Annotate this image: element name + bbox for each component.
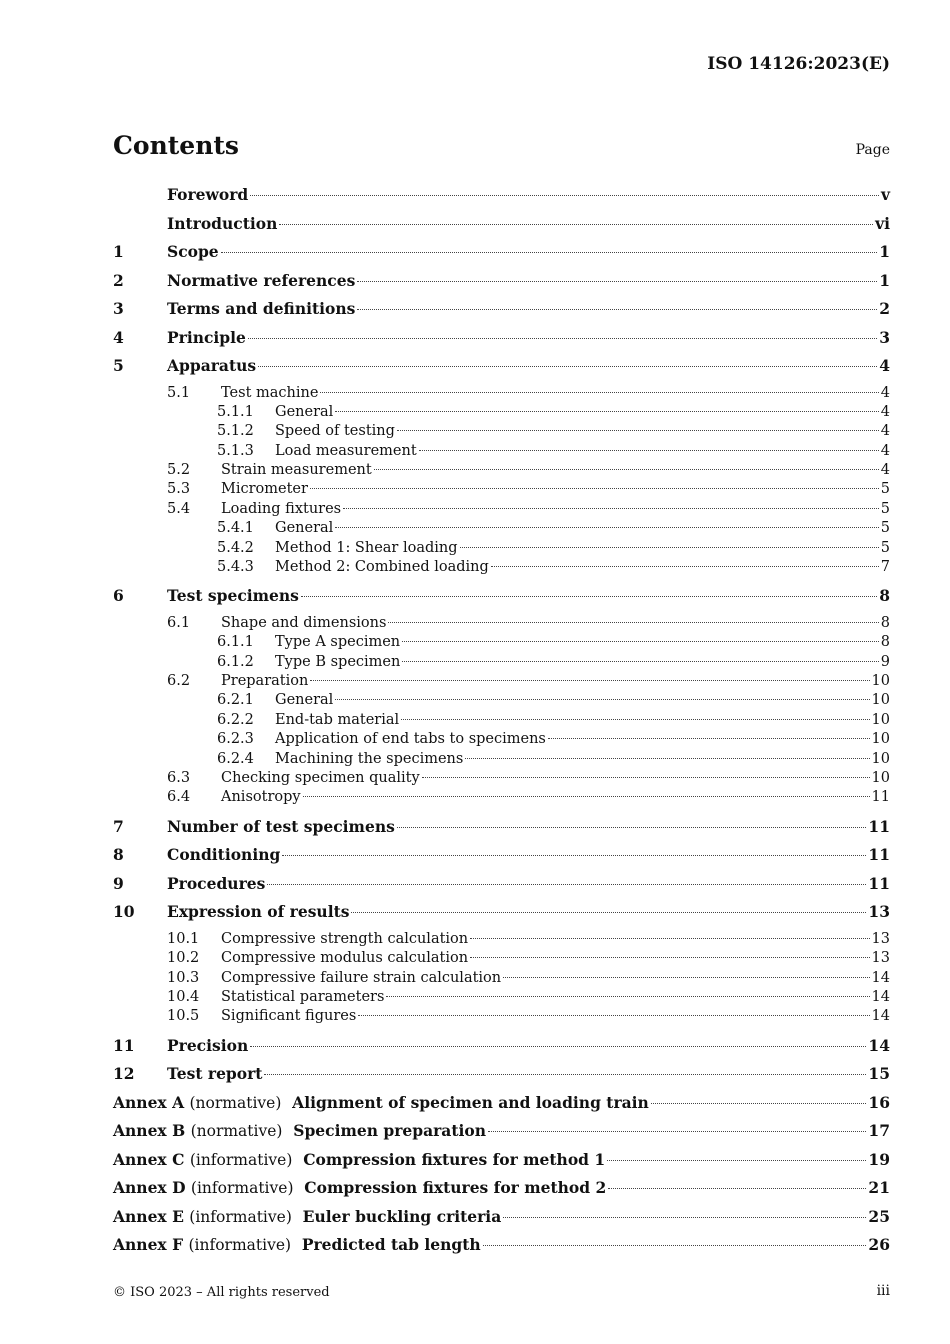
toc-entry-title: Conditioning: [167, 845, 281, 865]
annex-label: Annex A: [113, 1092, 185, 1112]
toc-entry-title: General: [275, 403, 334, 420]
dot-leader: [608, 1188, 866, 1189]
annex-kind: (normative): [190, 1122, 283, 1141]
copyright-notice: © ISO 2023 – All rights reserved: [113, 1285, 330, 1300]
toc-entry[interactable]: [113, 540, 890, 559]
toc-entry-page: 14: [871, 1008, 890, 1025]
toc-entry-number: 7: [113, 816, 124, 836]
toc-entry-page: 25: [868, 1206, 890, 1226]
toc-entry-page: 10: [871, 711, 890, 728]
dot-leader: [335, 527, 878, 528]
toc-entry-title: Test specimens: [167, 586, 299, 606]
toc-entry-page: 7: [880, 559, 890, 576]
toc-entry-page: 15: [868, 1064, 890, 1084]
toc-entry-number: 6.1: [167, 614, 191, 631]
toc-entry-title: Compressive modulus calculation: [221, 950, 469, 967]
dot-leader: [279, 224, 873, 225]
toc-entry[interactable]: [113, 817, 890, 846]
dot-leader: [422, 777, 870, 778]
toc-entry-page: v: [880, 185, 890, 204]
toc-entry-page: 5: [880, 539, 890, 556]
toc-entry[interactable]: [113, 1064, 890, 1093]
toc-entry-page: 4: [880, 423, 890, 440]
toc-entry[interactable]: [113, 1207, 890, 1236]
toc-entry-title: Precision: [167, 1035, 249, 1055]
toc-entry-title: General: [275, 520, 334, 537]
page-number: iii: [876, 1283, 890, 1299]
toc-entry-page: 4: [880, 403, 890, 420]
toc-entry[interactable]: [113, 1008, 890, 1027]
toc-entry[interactable]: [113, 423, 890, 442]
toc-entry-number: 6.1.1: [217, 634, 254, 651]
toc-entry-title: Significant figures: [221, 1008, 357, 1025]
toc-entry-title: Speed of testing: [275, 423, 395, 440]
toc-entry-title: Type A specimen: [275, 634, 401, 651]
toc-entry[interactable]: [113, 770, 890, 789]
toc-spacer: [113, 809, 890, 817]
toc-entry-number: 6.4: [167, 789, 191, 806]
toc-entry-title: Method 2: Combined loading: [275, 559, 489, 576]
toc-entry[interactable]: [113, 1093, 890, 1122]
toc-entry[interactable]: [113, 271, 890, 300]
dot-leader: [335, 411, 878, 412]
dot-leader: [386, 996, 869, 997]
toc-entry[interactable]: [113, 712, 890, 731]
dot-leader: [303, 796, 870, 797]
toc-entry-number: 5.1: [167, 384, 191, 401]
toc-entry-page: 8: [880, 634, 890, 651]
toc-entry-number: 10: [113, 902, 135, 922]
toc-entry-title: Micrometer: [221, 481, 308, 498]
toc-entry-page: 10: [871, 731, 890, 748]
dot-leader: [250, 1046, 866, 1047]
toc-entry-title: Apparatus: [167, 356, 257, 375]
dot-leader: [258, 366, 877, 367]
toc-entry-page: vi: [875, 213, 890, 233]
toc-entry-title: Shape and dimensions: [221, 614, 387, 631]
annex-title: Compression fixtures for method 2: [304, 1178, 607, 1198]
toc-entry-number: 5: [113, 356, 124, 375]
dot-leader: [503, 977, 869, 978]
dot-leader: [221, 252, 878, 253]
toc-entry-title: Number of test specimens: [167, 816, 395, 836]
toc-entry-number: 6.2.1: [217, 692, 254, 709]
toc-entry-number: 3: [113, 299, 124, 318]
dot-leader: [267, 884, 866, 885]
toc-entry-number: 10.4: [167, 988, 200, 1005]
dot-leader: [351, 912, 866, 913]
toc-entry-title: Test report: [167, 1064, 263, 1084]
toc-entry-title: Expression of results: [167, 902, 350, 922]
toc-entry-page: 3: [879, 327, 890, 347]
toc-entry-title: [113, 1235, 481, 1254]
toc-entry[interactable]: [113, 443, 890, 462]
toc-entry[interactable]: [113, 654, 890, 673]
dot-leader: [301, 596, 877, 597]
annex-label: Annex E: [113, 1206, 184, 1226]
toc-entry-page: 13: [871, 950, 890, 967]
toc-entry-page: 5: [880, 520, 890, 537]
toc-entry-title: Strain measurement: [221, 462, 372, 479]
toc-entry-title: Preparation: [221, 673, 309, 690]
toc-entry[interactable]: [113, 1178, 890, 1207]
toc-entry-page: 11: [871, 789, 890, 806]
toc-entry-page: 11: [868, 845, 890, 865]
annex-kind: (informative): [189, 1150, 293, 1169]
toc-entry-number: 8: [113, 845, 124, 865]
toc-entry[interactable]: [113, 692, 890, 711]
toc-entry[interactable]: [113, 634, 890, 653]
toc-entry-title: Checking specimen quality: [221, 770, 420, 787]
toc-entry[interactable]: [113, 874, 890, 903]
toc-spacer: [113, 578, 890, 586]
dot-leader: [310, 488, 879, 489]
toc-entry-page: 10: [871, 673, 890, 690]
dot-leader: [320, 392, 878, 393]
toc-entry-page: 1: [879, 270, 890, 290]
toc-entry[interactable]: [113, 1036, 890, 1065]
toc-entry-number: 5.1.3: [217, 442, 254, 459]
dot-leader: [607, 1160, 866, 1161]
toc-entry-title: Application of end tabs to specimens: [275, 731, 546, 748]
toc-entry-title: Normative references: [167, 270, 356, 290]
toc-entry[interactable]: [113, 520, 890, 539]
toc-entry-number: 1: [113, 242, 124, 261]
toc-entry-page: 19: [868, 1149, 890, 1169]
toc-entry-number: 5.2: [167, 462, 191, 479]
toc-entry[interactable]: [113, 328, 890, 357]
dot-leader: [470, 957, 869, 958]
toc-entry[interactable]: [113, 501, 890, 520]
annex-title: Specimen preparation: [293, 1121, 487, 1141]
toc-entry-page: 26: [868, 1235, 890, 1255]
toc-entry-number: 5.1.2: [217, 423, 254, 440]
toc-entry-page: 2: [879, 299, 890, 318]
annex-kind: (normative): [189, 1093, 282, 1112]
dot-leader: [460, 547, 879, 548]
toc-entry-page: 10: [871, 770, 890, 787]
toc-entry[interactable]: [113, 950, 890, 969]
annex-label: Annex B: [113, 1121, 186, 1141]
toc-entry-number: 5.3: [167, 481, 191, 498]
toc-entry-title: End-tab material: [275, 711, 400, 728]
toc-entry[interactable]: [113, 299, 890, 328]
dot-leader: [401, 719, 869, 720]
toc-entry-title: Foreword: [167, 185, 249, 204]
dot-leader: [397, 827, 867, 828]
dot-leader: [503, 1217, 866, 1218]
toc-entry-title: Scope: [167, 242, 219, 261]
toc-entry-number: 10.2: [167, 950, 200, 967]
annex-kind: (informative): [188, 1236, 292, 1255]
toc-entry-page: 13: [868, 902, 890, 922]
toc-entry-title: Procedures: [167, 873, 266, 893]
dot-leader: [651, 1103, 867, 1104]
toc-entry-number: 5.4: [167, 500, 191, 517]
toc-entry-page: 14: [871, 988, 890, 1005]
annex-title: Alignment of specimen and loading train: [292, 1092, 649, 1112]
dot-leader: [335, 699, 869, 700]
dot-leader: [491, 566, 879, 567]
toc-entry-number: 10.5: [167, 1008, 200, 1025]
toc-entry-page: 14: [868, 1035, 890, 1055]
annex-kind: (informative): [189, 1207, 292, 1226]
annex-label: Annex F: [113, 1235, 184, 1255]
toc-entry-page: 5: [880, 481, 890, 498]
toc-entry[interactable]: [113, 1121, 890, 1150]
toc-entry-page: 17: [868, 1121, 890, 1141]
toc-entry-number: 10.3: [167, 969, 200, 986]
toc-entry-number: 6.2: [167, 673, 191, 690]
toc-entry[interactable]: [113, 462, 890, 481]
toc-entry[interactable]: [113, 404, 890, 423]
dot-leader: [548, 738, 870, 739]
toc-entry[interactable]: [113, 615, 890, 634]
toc-entry-title: Compressive failure strain calculation: [221, 969, 502, 986]
dot-leader: [402, 661, 878, 662]
page-title: Contents: [113, 131, 240, 160]
dot-leader: [397, 430, 879, 431]
toc-entry-title: [113, 1121, 486, 1140]
annex-label: Annex D: [113, 1178, 186, 1198]
toc-entry-page: 13: [871, 930, 890, 947]
page-column-label: Page: [855, 142, 890, 158]
dot-leader: [483, 1245, 867, 1246]
toc-entry-page: 4: [880, 462, 890, 479]
toc-entry-page: 16: [868, 1092, 890, 1112]
toc-entry-page: 10: [871, 692, 890, 709]
dot-leader: [343, 508, 879, 509]
annex-title: Compression fixtures for method 1: [303, 1149, 606, 1169]
toc-entry-page: 9: [880, 653, 890, 670]
toc-entry-page: 8: [879, 586, 890, 606]
toc-entry-title: [113, 1178, 606, 1197]
toc-entry-title: Test machine: [221, 384, 319, 401]
toc-entry[interactable]: [113, 902, 890, 931]
toc-entry-number: 2: [113, 270, 124, 290]
toc-entry[interactable]: [113, 751, 890, 770]
toc-entry-page: 10: [871, 750, 890, 767]
toc-entry-number: 6: [113, 586, 124, 606]
toc-entry[interactable]: [113, 356, 890, 385]
toc-entry-number: 5.4.3: [217, 559, 254, 576]
toc-entry-page: 4: [880, 384, 890, 401]
dot-leader: [248, 338, 877, 339]
dot-leader: [282, 855, 866, 856]
toc-entry[interactable]: [113, 989, 890, 1008]
toc-entry[interactable]: [113, 845, 890, 874]
dot-leader: [264, 1074, 866, 1075]
toc-entry[interactable]: [113, 789, 890, 808]
toc-entry-number: 6.2.4: [217, 750, 254, 767]
toc-entry-title: Introduction: [167, 213, 278, 233]
toc-entry-title: Machining the specimens: [275, 750, 464, 767]
annex-title: Euler buckling criteria: [302, 1206, 502, 1226]
toc-entry-title: Compressive strength calculation: [221, 930, 469, 947]
toc-entry-number: 6.1.2: [217, 653, 254, 670]
annex-kind: (informative): [190, 1179, 294, 1198]
toc-entry-number: 5.4.1: [217, 520, 254, 537]
toc-entry-page: 11: [868, 816, 890, 836]
toc-entry-page: 4: [880, 442, 890, 459]
toc-entry-title: Loading fixtures: [221, 500, 342, 517]
dot-leader: [357, 281, 877, 282]
dot-leader: [402, 641, 879, 642]
toc-entry-number: 12: [113, 1064, 135, 1084]
dot-leader: [419, 450, 879, 451]
toc-entry-page: 14: [871, 969, 890, 986]
toc-entry[interactable]: [113, 385, 890, 404]
document-id: ISO 14126:2023(E): [707, 54, 890, 74]
annex-label: Annex C: [113, 1149, 185, 1169]
toc-entry-title: Type B specimen: [275, 653, 401, 670]
toc-entry-number: 11: [113, 1035, 135, 1055]
toc-entry-page: 8: [880, 614, 890, 631]
toc-entry[interactable]: [113, 970, 890, 989]
table-of-contents: [113, 185, 890, 1264]
toc-entry-title: Method 1: Shear loading: [275, 539, 458, 556]
toc-entry[interactable]: [113, 1235, 890, 1264]
toc-entry[interactable]: [113, 242, 890, 271]
dot-leader: [310, 680, 869, 681]
toc-entry-number: 6.2.3: [217, 731, 254, 748]
toc-entry-page: 4: [879, 356, 890, 375]
dot-leader: [374, 469, 879, 470]
dot-leader: [388, 622, 878, 623]
toc-entry-number: 6.3: [167, 770, 191, 787]
toc-entry-title: Load measurement: [275, 442, 417, 459]
toc-entry-number: 5.4.2: [217, 539, 254, 556]
toc-entry-page: 1: [879, 242, 890, 261]
toc-entry-number: 9: [113, 873, 124, 893]
toc-entry-title: Principle: [167, 327, 246, 347]
toc-entry[interactable]: [113, 559, 890, 578]
toc-entry-number: 10.1: [167, 930, 200, 947]
annex-title: Predicted tab length: [301, 1235, 481, 1255]
toc-entry-title: [113, 1093, 649, 1112]
toc-spacer: [113, 1028, 890, 1036]
toc-entry[interactable]: [113, 481, 890, 500]
toc-entry-number: 6.2.2: [217, 711, 254, 728]
toc-entry[interactable]: [113, 673, 890, 692]
toc-entry[interactable]: [113, 931, 890, 950]
toc-entry-title: Anisotropy: [221, 789, 301, 806]
toc-entry-title: General: [275, 692, 334, 709]
dot-leader: [465, 758, 869, 759]
toc-entry-page: 11: [868, 873, 890, 893]
toc-entry-title: Statistical parameters: [221, 988, 385, 1005]
toc-entry-title: [113, 1150, 605, 1169]
toc-entry[interactable]: [113, 214, 890, 243]
toc-entry-title: Terms and definitions: [167, 299, 356, 318]
dot-leader: [250, 195, 879, 196]
toc-entry-number: 5.1.1: [217, 403, 254, 420]
dot-leader: [470, 938, 869, 939]
toc-entry[interactable]: [113, 185, 890, 214]
toc-entry-page: 21: [868, 1178, 890, 1198]
dot-leader: [358, 1015, 869, 1016]
dot-leader: [488, 1131, 866, 1132]
toc-entry[interactable]: [113, 731, 890, 750]
toc-entry[interactable]: [113, 586, 890, 615]
toc-entry-page: 5: [880, 500, 890, 517]
toc-entry-number: 4: [113, 327, 124, 347]
toc-entry[interactable]: [113, 1150, 890, 1179]
dot-leader: [357, 309, 877, 310]
toc-entry-title: [113, 1207, 501, 1226]
